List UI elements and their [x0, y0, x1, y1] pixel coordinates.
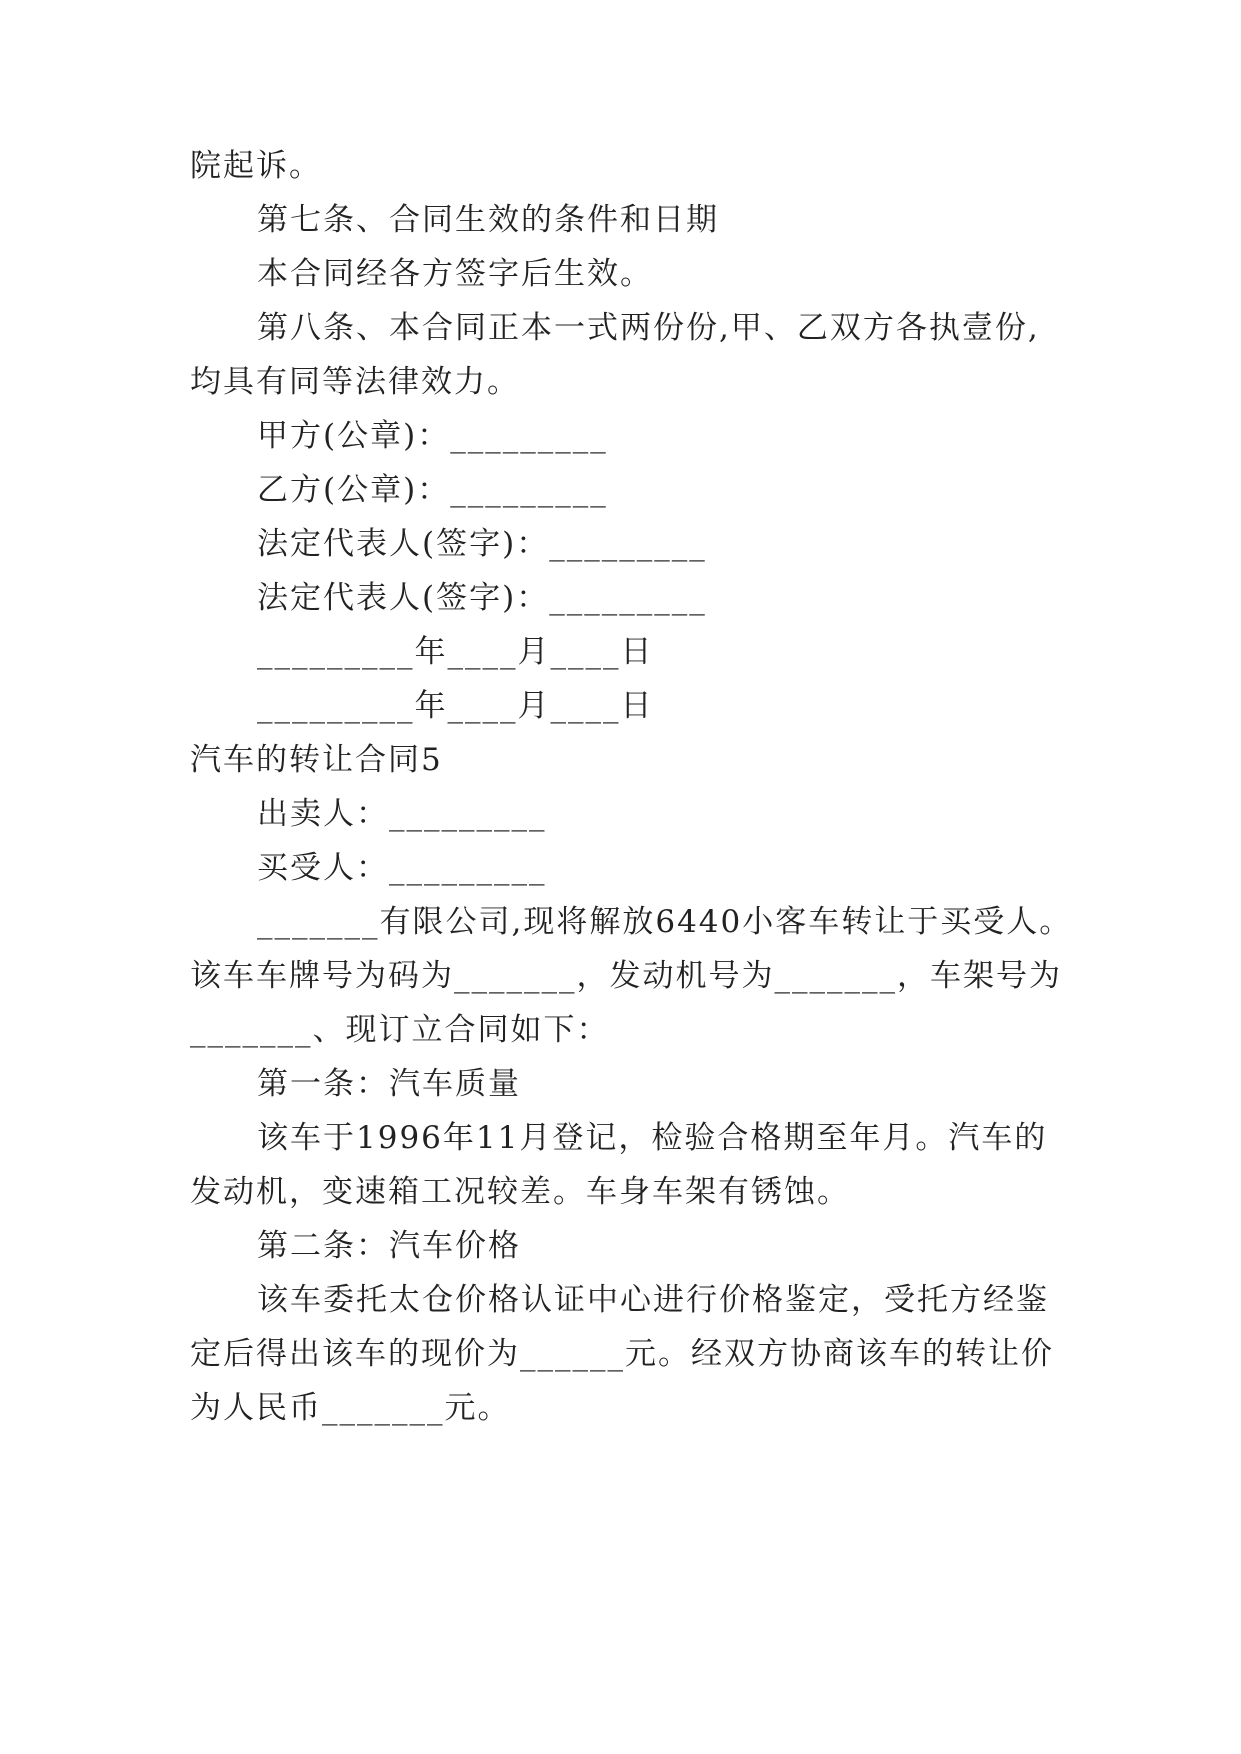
text-line: 该车于1996年11月登记，检验合格期至年月。汽车的: [257, 1120, 1048, 1156]
text-line: 第八条、本合同正本一式两份份,甲、乙双方各执壹份,: [257, 310, 1040, 346]
date-line: _________年____月____日: [257, 634, 654, 670]
section-heading: 第一条：汽车质量: [257, 1066, 521, 1102]
text-line: 发动机，变速箱工况较差。车身车架有锈蚀。: [190, 1174, 850, 1210]
text-line: 本合同经各方签字后生效。: [257, 256, 653, 292]
text-line: 该车车牌号为码为_______，发动机号为_______，车架号为: [190, 958, 1062, 994]
text-line: 为人民币_______元。: [190, 1390, 511, 1426]
document-title: 汽车的转让合同5: [190, 742, 443, 778]
text-line: 定后得出该车的现价为______元。经双方协商该车的转让价: [190, 1336, 1054, 1372]
signature-line: 甲方(公章)：_________: [257, 418, 608, 454]
text-line: 该车委托太仓价格认证中心进行价格鉴定，受托方经鉴: [257, 1282, 1049, 1318]
party-line: 出卖人：_________: [257, 796, 547, 832]
text-line: 院起诉。: [190, 148, 322, 184]
signature-line: 法定代表人(签字)：_________: [257, 526, 707, 562]
date-line: _________年____月____日: [257, 688, 654, 724]
section-heading: 第二条：汽车价格: [257, 1228, 521, 1264]
section-heading: 第七条、合同生效的条件和日期: [257, 202, 719, 238]
signature-line: 乙方(公章)：_________: [257, 472, 608, 508]
text-line: _______有限公司,现将解放6440小客车转让于买受人。: [257, 904, 1073, 940]
text-line: 均具有同等法律效力。: [190, 364, 520, 400]
text-line: _______、现订立合同如下：: [190, 1012, 610, 1048]
signature-line: 法定代表人(签字)：_________: [257, 580, 707, 616]
party-line: 买受人：_________: [257, 850, 547, 886]
